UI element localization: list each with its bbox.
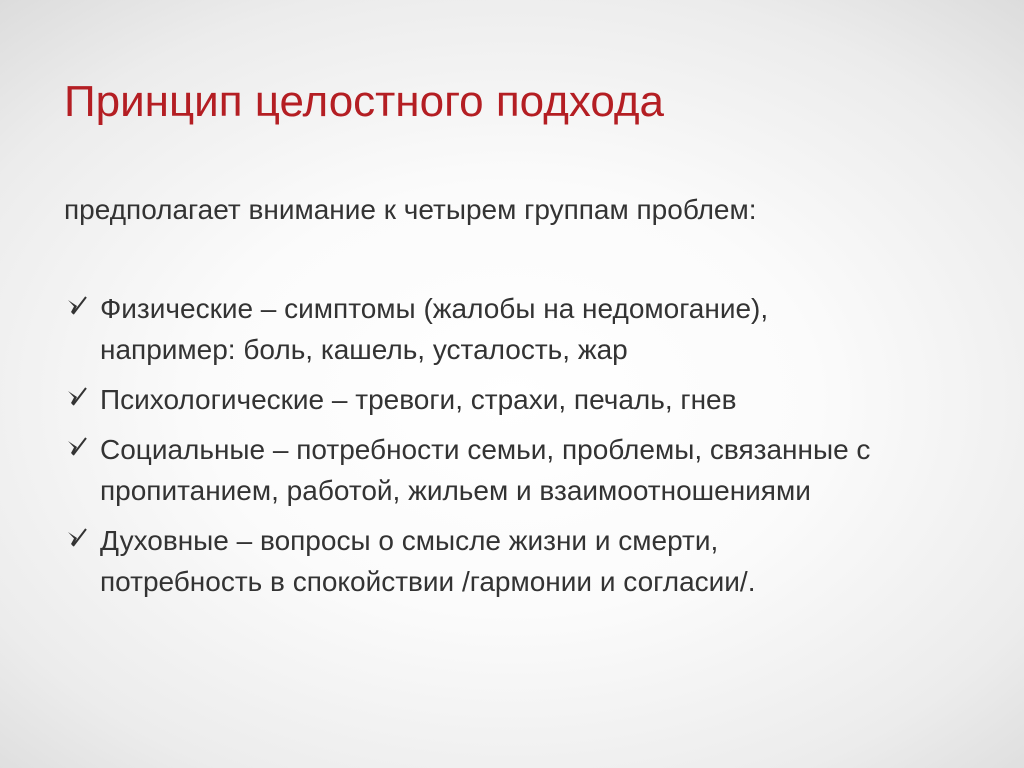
bullet-list [64,288,964,611]
bullet-line: Социальные – потребности семьи, проблемы, связанные с [100,434,871,465]
bullet-text [100,429,964,511]
bullet-item-psychological [64,379,964,420]
arrow-check-bullet-icon [66,436,88,458]
bullet-line: Психологические – тревоги, страхи, печаль, гнев [100,384,737,415]
bullet-text [100,520,964,602]
bullet-line: Духовные – вопросы о смысле жизни и смерти, [100,525,719,556]
bullet-line: например: боль, кашель, усталость, жар [100,334,628,365]
bullet-text [100,288,964,370]
bullet-text [100,379,964,420]
bullet-item-physical [64,288,964,370]
arrow-check-bullet-icon [66,386,88,408]
arrow-check-bullet-icon [66,295,88,317]
bullet-item-spiritual [64,520,964,602]
bullet-line: пропитанием, работой, жильем и взаимоотношениями [100,475,811,506]
slide-intro-text: предполагает внимание к четырем группам проблем: [64,194,757,225]
bullet-line: Физические – симптомы (жалобы на недомогание), [100,293,769,324]
arrow-check-bullet-icon [66,527,88,549]
bullet-line: потребность в спокойствии /гармонии и согласии/. [100,566,756,597]
bullet-item-social [64,429,964,511]
slide-title: Принцип целостного подхода [64,77,665,126]
